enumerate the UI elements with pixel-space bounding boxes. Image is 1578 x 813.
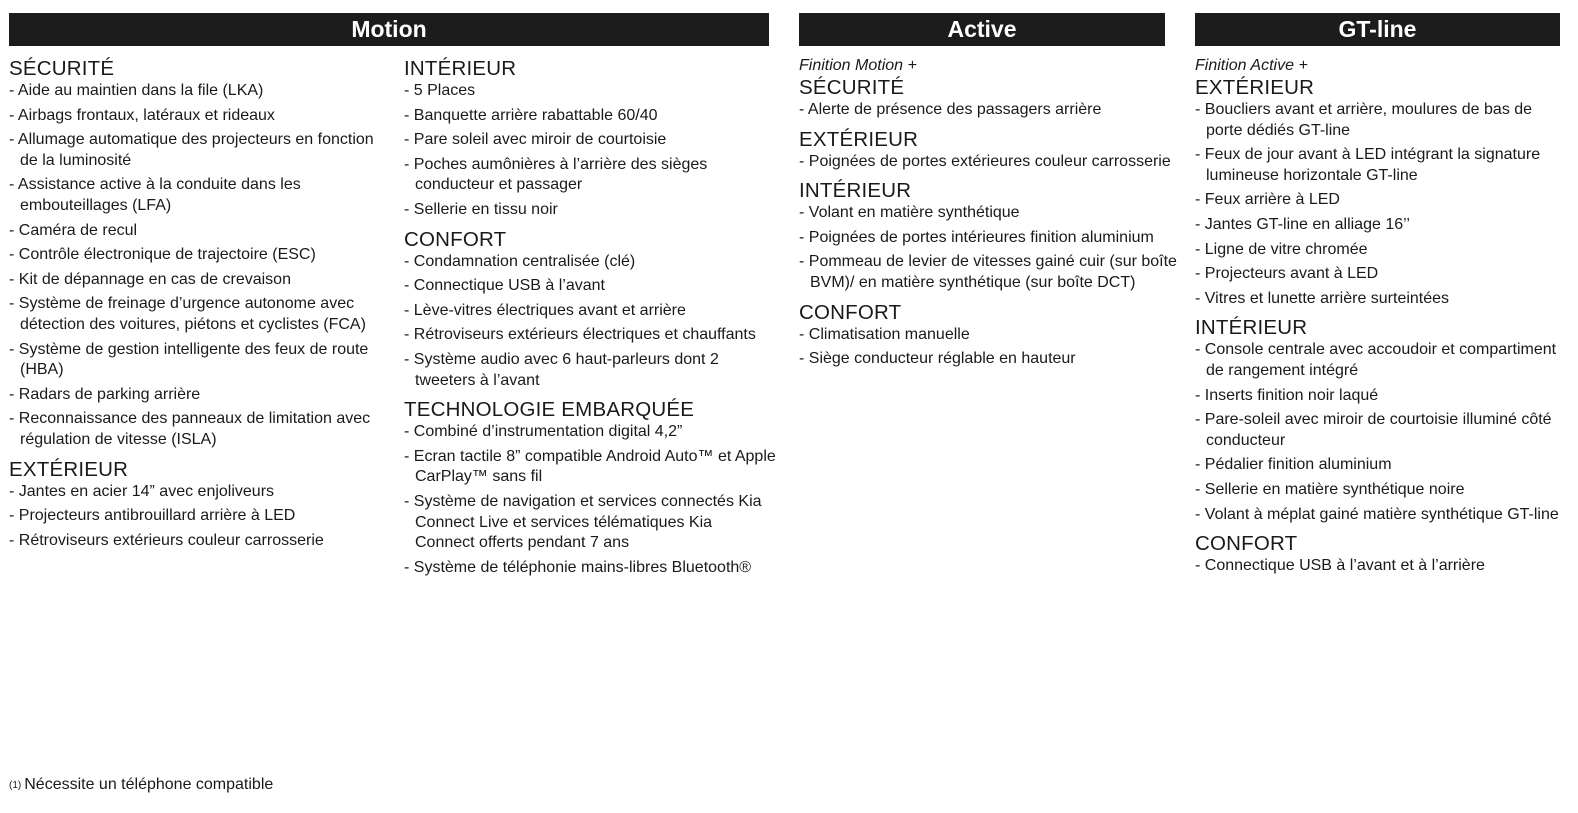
feature-item: - Pédalier finition aluminium xyxy=(1195,456,1392,474)
feature-item: - Radars de parking arrière xyxy=(9,385,201,403)
feature-item: - Contrôle électronique de trajectoire (ESC) xyxy=(9,246,316,264)
active-intro: Finition Motion + xyxy=(799,57,917,74)
feature-item: - Assistance active à la conduite dans les embouteillages (LFA) xyxy=(9,176,301,214)
feature-item: - Kit de dépannage en cas de crevaison xyxy=(9,270,291,288)
feature-item: - Système de téléphonie mains-libres Bluetooth® xyxy=(404,558,752,576)
feature-item: - Combiné d’instrumentation digital 4,2” xyxy=(404,423,683,441)
active-column xyxy=(799,56,1179,376)
feature-item: - Jantes en acier 14” avec enjoliveurs xyxy=(9,482,275,500)
feature-item: - Boucliers avant et arrière, moulures de bas de porte dédiés GT-line xyxy=(1195,101,1533,139)
feature-item: - Poignées de portes extérieures couleur carrosserie xyxy=(799,152,1171,170)
feature-list xyxy=(799,203,1179,293)
feature-item: - Reconnaissance des panneaux de limitation avec régulation de vitesse (ISLA) xyxy=(9,410,371,448)
section-title: INTÉRIEUR xyxy=(404,57,517,80)
feature-item: - Alerte de présence des passagers arrière xyxy=(799,101,1102,118)
feature-list xyxy=(799,325,1179,370)
feature-item: - Siège conducteur réglable en hauteur xyxy=(799,350,1076,368)
feature-item: - Connectique USB à l’avant xyxy=(404,277,605,295)
feature-item: - Airbags frontaux, latéraux et rideaux xyxy=(9,106,275,124)
feature-list xyxy=(404,422,776,578)
feature-list xyxy=(9,482,389,552)
section-title: INTÉRIEUR xyxy=(799,179,912,203)
feature-item: - Volant en matière synthétique xyxy=(799,204,1020,222)
feature-item: - Sellerie en matière synthétique noire xyxy=(1195,480,1465,498)
feature-list xyxy=(1195,340,1570,525)
feature-list xyxy=(799,100,1179,121)
section-title: SÉCURITÉ xyxy=(799,76,905,99)
feature-item: - Connectique USB à l’avant et à l’arrière xyxy=(1195,557,1485,575)
feature-item: - Rétroviseurs extérieurs électriques et chauffants xyxy=(404,326,756,344)
feature-item: - Projecteurs antibrouillard arrière à LED xyxy=(9,507,296,525)
feature-item: - Condamnation centralisée (clé) xyxy=(404,252,636,270)
feature-item: - Ligne de vitre chromée xyxy=(1195,240,1368,258)
header-gtline: GT-line xyxy=(1195,13,1560,46)
feature-item: - Vitres et lunette arrière surteintées xyxy=(1195,289,1450,307)
section-title: EXTÉRIEUR xyxy=(799,127,919,151)
feature-item: - Poches aumônières à l’arrière des sièges conducteur et passager xyxy=(404,155,708,194)
feature-item: - Feux arrière à LED xyxy=(1195,191,1340,209)
section-title: EXTÉRIEUR xyxy=(9,457,129,481)
motion-column-2 xyxy=(404,56,776,584)
feature-item: - Système audio avec 6 haut-parleurs dont 2 tweeters à l’avant xyxy=(404,350,719,389)
section-title: CONFORT xyxy=(1195,532,1298,556)
header-motion: Motion xyxy=(9,13,769,46)
feature-item: - Caméra de recul xyxy=(9,221,138,239)
feature-item: - Sellerie en tissu noir xyxy=(404,200,558,218)
feature-item: - Inserts finition noir laqué xyxy=(1195,386,1379,404)
feature-item: - Pommeau de levier de vitesses gainé cuir (sur boîte BVM)/ en matière synthétique (sur boîte DCT) xyxy=(799,253,1177,291)
feature-item: - Pare soleil avec miroir de courtoisie xyxy=(404,131,667,149)
feature-list xyxy=(1195,556,1570,577)
feature-item: - Système de gestion intelligente des feux de route (HBA) xyxy=(9,340,369,379)
feature-item: - Rétroviseurs extérieurs couleur carrosserie xyxy=(9,531,324,549)
feature-item: - Pare-soleil avec miroir de courtoisie illuminé côté conducteur xyxy=(1195,411,1552,449)
feature-item: - Lève-vitres électriques avant et arrière xyxy=(404,301,686,319)
feature-item: - Ecran tactile 8” compatible Android Auto™ et Apple CarPlay™ sans fil xyxy=(404,447,776,486)
feature-list xyxy=(404,252,776,392)
footnote xyxy=(9,775,273,795)
section-title: SÉCURITÉ xyxy=(9,57,115,80)
section-title: CONFORT xyxy=(799,300,902,324)
feature-item: - Console centrale avec accoudoir et compartiment de rangement intégré xyxy=(1195,341,1557,379)
feature-item: - Système de freinage d’urgence autonome avec détection des voitures, piétons et cyclistes (FCA) xyxy=(9,295,366,333)
feature-list xyxy=(9,81,389,451)
feature-list xyxy=(404,81,776,221)
feature-item: - Projecteurs avant à LED xyxy=(1195,265,1379,283)
feature-item: - Poignées de portes intérieures finition aluminium xyxy=(799,228,1154,246)
feature-item: - Allumage automatique des projecteurs en fonction de la luminosité xyxy=(9,131,374,169)
feature-item: - Jantes GT-line en alliage 16’’ xyxy=(1195,215,1410,233)
feature-item: - Climatisation manuelle xyxy=(799,325,970,343)
gtline-column xyxy=(1195,56,1570,583)
motion-column-1 xyxy=(9,56,389,557)
feature-list xyxy=(1195,100,1570,309)
feature-item: - Volant à méplat gainé matière synthétique GT-line xyxy=(1195,505,1559,523)
footnote-text: Nécessite un téléphone compatible xyxy=(24,776,274,793)
gtline-intro: Finition Active + xyxy=(1195,57,1308,74)
feature-item: - Aide au maintien dans la file (LKA) xyxy=(9,82,264,99)
feature-item: - Banquette arrière rabattable 60/40 xyxy=(404,106,658,124)
section-title: INTÉRIEUR xyxy=(1195,316,1308,340)
feature-item: - 5 Places xyxy=(404,82,476,99)
feature-item: - Système de navigation et services connectés Kia Connect Live et services télématiques Kia Connect offerts pendant 7 ans xyxy=(404,492,762,552)
section-title: TECHNOLOGIE EMBARQUÉE xyxy=(404,398,695,422)
footnote-marker: (1) xyxy=(9,780,22,791)
gtline-sections xyxy=(1195,75,1570,577)
header-active: Active xyxy=(799,13,1165,46)
active-sections xyxy=(799,75,1179,370)
feature-list xyxy=(799,152,1179,173)
feature-item: - Feux de jour avant à LED intégrant la signature lumineuse horizontale GT-line xyxy=(1195,146,1541,184)
section-title: EXTÉRIEUR xyxy=(1195,76,1315,99)
section-title: CONFORT xyxy=(404,227,507,251)
